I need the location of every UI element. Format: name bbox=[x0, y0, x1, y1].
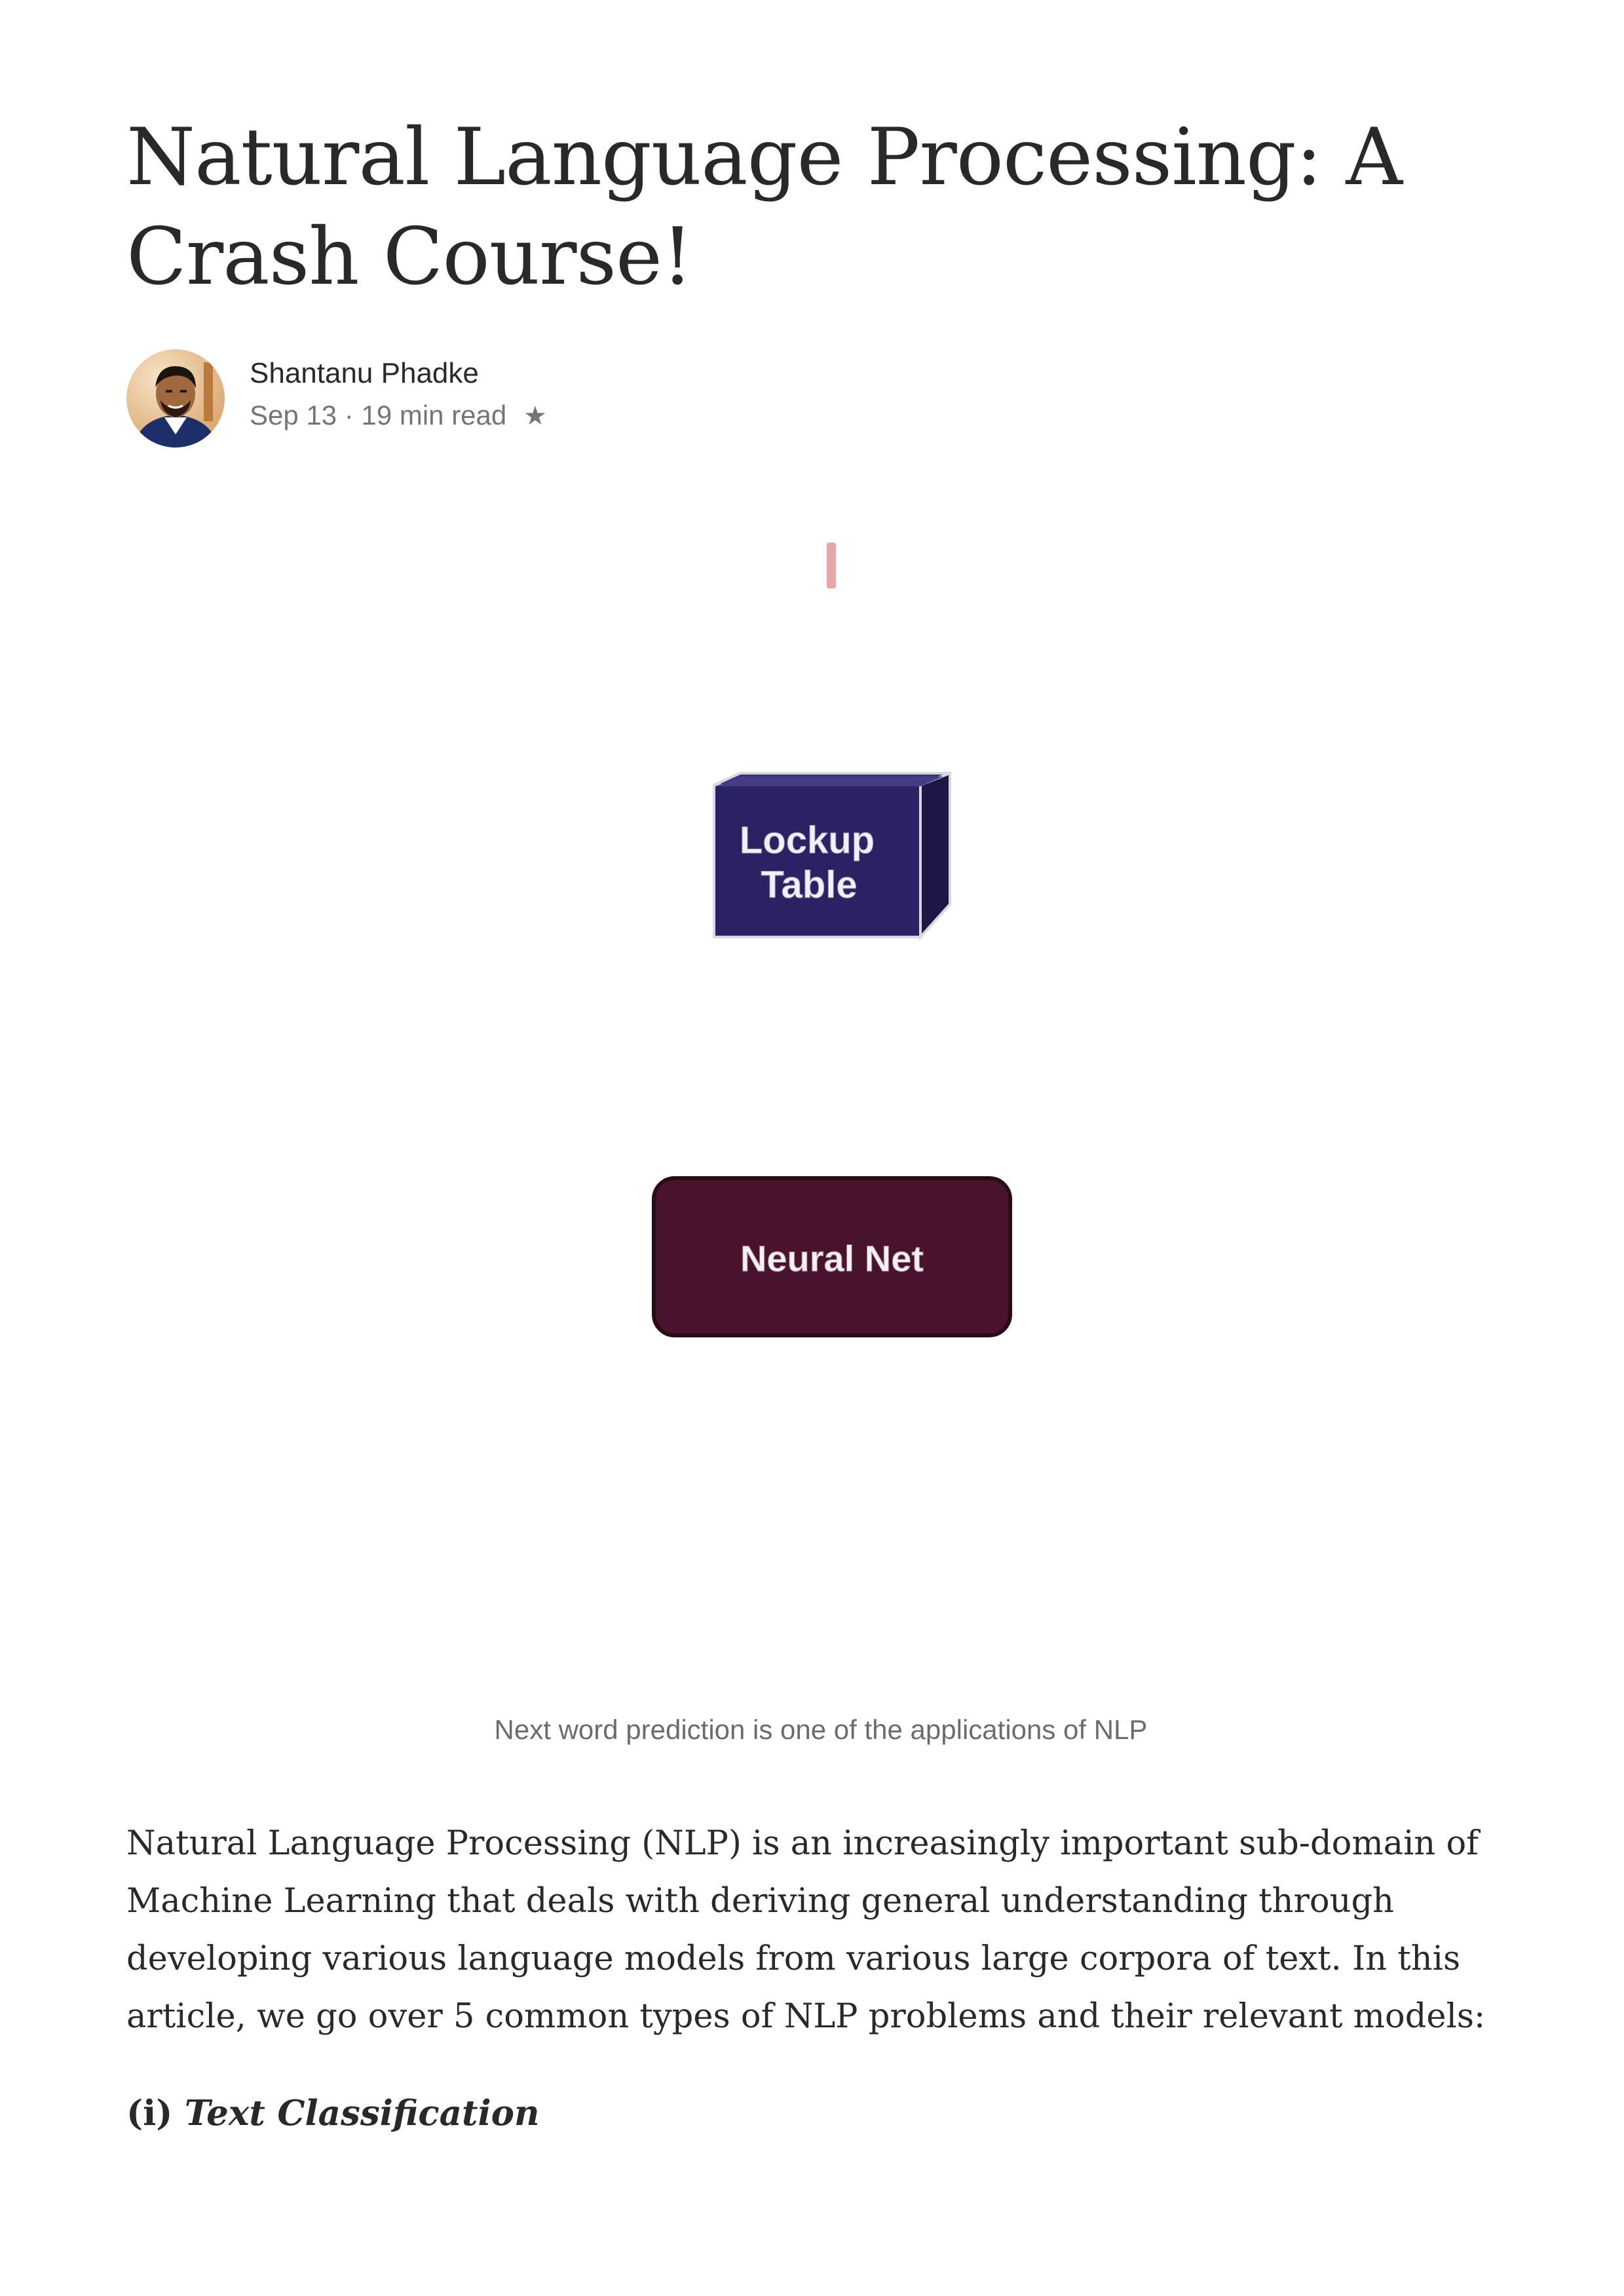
box-label-line2: Table bbox=[761, 864, 858, 906]
article-title: Natural Language Processing: A Crash Course! bbox=[126, 112, 1403, 303]
figure-caption: Next word prediction is one of the applications of NLP bbox=[494, 1714, 1148, 1745]
section-number: (i) bbox=[126, 2093, 185, 2133]
section-heading bbox=[126, 2087, 539, 2139]
lookup-table-box bbox=[714, 773, 950, 937]
neural-net-node bbox=[654, 1178, 1010, 1335]
member-star-icon: ★ bbox=[523, 402, 547, 430]
meta-separator: · bbox=[344, 400, 354, 430]
box-label-line1: Lockup bbox=[739, 819, 875, 862]
author-byline bbox=[126, 349, 913, 451]
article-figure bbox=[0, 511, 1624, 1691]
publish-date: Sep 13 bbox=[250, 400, 337, 430]
read-time: 19 min read bbox=[361, 400, 507, 430]
intro-paragraph: Natural Language Processing (NLP) is an increasingly important sub-domain of Machine Learning that deals with deriving general understanding through developing various language models from various large corpora of text. In this article, we go over 5 common types of NLP problems and their relevant models: bbox=[126, 1824, 1486, 2036]
author-avatar[interactable] bbox=[126, 349, 225, 448]
cursor-marker bbox=[827, 543, 836, 588]
author-name-link[interactable]: Shantanu Phadke bbox=[250, 357, 479, 389]
next-word-prediction-diagram bbox=[0, 511, 1624, 1691]
avatar-portrait-icon bbox=[126, 349, 225, 448]
post-meta bbox=[250, 398, 547, 433]
neural-net-label: Neural Net bbox=[740, 1238, 924, 1279]
section-title: Text Classification bbox=[184, 2093, 540, 2133]
